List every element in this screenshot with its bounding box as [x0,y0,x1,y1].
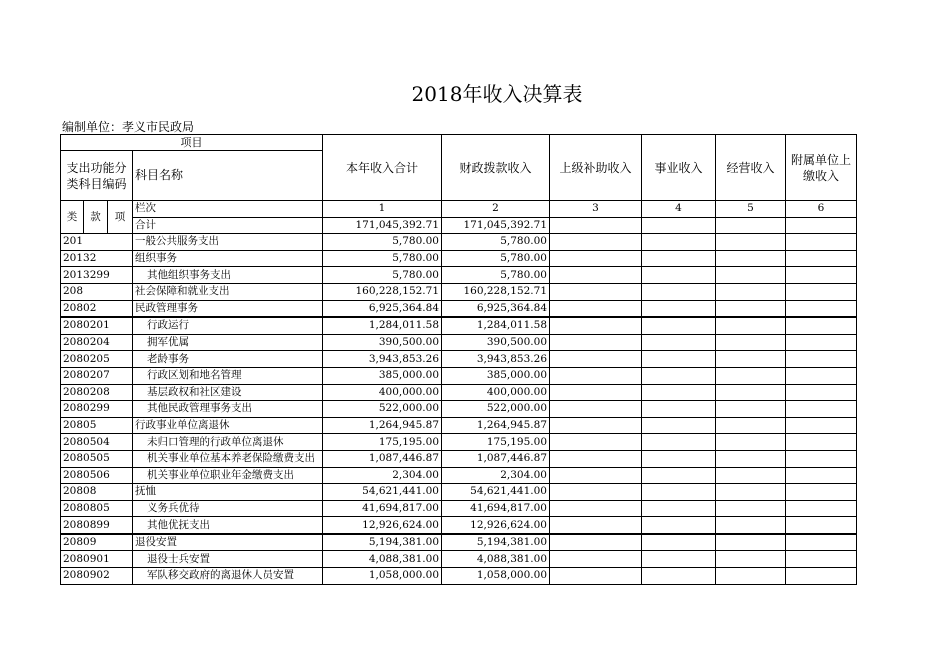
empty-cell [550,267,642,284]
empty-cell [716,317,786,334]
empty-cell [642,517,716,534]
col-num-3: 3 [550,201,642,218]
row-value-1: 385,000.00 [323,367,442,384]
row-code: 2080902 [61,568,133,585]
empty-cell [642,250,716,267]
row-value-1: 5,780.00 [323,250,442,267]
row-value-1: 5,780.00 [323,234,442,251]
table-row [61,334,857,351]
row-name: 行政区划和地名管理 [133,367,323,384]
code-header: 支出功能分类科目编码 [61,151,133,201]
empty-cell [550,384,642,401]
row-value-1: 1,058,000.00 [323,568,442,585]
row-code: 2080299 [61,401,133,418]
table-row [61,317,857,334]
empty-cell [642,568,716,585]
row-name: 行政运行 [133,317,323,334]
row-name: 社会保障和就业支出 [133,283,323,300]
empty-cell [786,317,857,334]
table-row [61,484,857,501]
row-value-1: 2,304.00 [323,467,442,484]
empty-cell [716,500,786,517]
empty-cell [716,434,786,451]
col-num-2: 2 [442,201,550,218]
table-row [61,434,857,451]
item-header: 项目 [61,135,323,151]
row-value-2: 6,925,364.84 [442,300,550,317]
col-num-6: 6 [786,201,857,218]
empty-cell [786,283,857,300]
row-code: 2080505 [61,450,133,467]
row-value-2: 5,780.00 [442,250,550,267]
row-value-1: 54,621,441.00 [323,484,442,501]
empty-cell [786,450,857,467]
row-value-1: 522,000.00 [323,401,442,418]
table-row [61,351,857,368]
empty-cell [642,384,716,401]
empty-cell [786,534,857,551]
empty-cell [642,300,716,317]
empty-cell [786,434,857,451]
empty-cell [642,234,716,251]
table-row [61,250,857,267]
row-value-2: 12,926,624.00 [442,517,550,534]
empty-cell [642,267,716,284]
empty-cell [716,283,786,300]
row-value-1: 1,087,446.87 [323,450,442,467]
row-code: 2080899 [61,517,133,534]
empty-cell [786,568,857,585]
col-header-2: 财政拨款收入 [442,135,550,201]
empty-cell [642,367,716,384]
empty-cell [786,367,857,384]
empty-cell [642,551,716,568]
table-row [61,367,857,384]
row-name: 退役士兵安置 [133,551,323,568]
row-value-2: 5,194,381.00 [442,534,550,551]
row-name: 机关事业单位职业年金缴费支出 [133,467,323,484]
empty-cell [550,534,642,551]
table-row [61,300,857,317]
empty-cell [550,250,642,267]
col-num-1: 1 [323,201,442,218]
row-value-2: 385,000.00 [442,367,550,384]
kuan-header: 款 [84,201,108,234]
empty-cell [786,217,857,234]
row-value-2: 5,780.00 [442,267,550,284]
empty-cell [642,484,716,501]
empty-cell [642,317,716,334]
row-value-1: 1,264,945.87 [323,417,442,434]
empty-cell [642,283,716,300]
row-code: 20805 [61,417,133,434]
row-code: 2080208 [61,384,133,401]
row-name: 其他优抚支出 [133,517,323,534]
empty-cell [786,250,857,267]
row-value-1: 160,228,152.71 [323,283,442,300]
empty-cell [642,450,716,467]
empty-cell [550,317,642,334]
empty-cell [786,234,857,251]
empty-cell [716,551,786,568]
col-header-1: 本年收入合计 [323,135,442,201]
row-value-1: 12,926,624.00 [323,517,442,534]
col-header-6: 附属单位上缴收入 [786,135,857,201]
row-name: 其他民政管理事务支出 [133,401,323,418]
col-header-5: 经营收入 [716,135,786,201]
empty-cell [550,500,642,517]
empty-cell [550,401,642,418]
table-row [61,517,857,534]
row-value-2: 522,000.00 [442,401,550,418]
table-row [61,417,857,434]
col-num-4: 4 [642,201,716,218]
empty-cell [716,217,786,234]
empty-cell [716,300,786,317]
empty-cell [550,417,642,434]
empty-cell [786,417,857,434]
reporting-unit: 编制单位：孝义市民政局 [62,120,195,134]
row-code: 2080207 [61,367,133,384]
empty-cell [716,334,786,351]
row-name: 行政事业单位离退休 [133,417,323,434]
empty-cell [716,384,786,401]
empty-cell [786,300,857,317]
empty-cell [786,384,857,401]
empty-cell [642,500,716,517]
empty-cell [716,351,786,368]
row-value-1: 6,925,364.84 [323,300,442,317]
row-value-1: 5,780.00 [323,267,442,284]
row-name: 基层政权和社区建设 [133,384,323,401]
empty-cell [550,367,642,384]
empty-cell [550,334,642,351]
empty-cell [642,334,716,351]
header-row-1 [61,135,857,151]
lanci-row [61,201,857,218]
page-title: 2018年收入决算表 [411,82,583,106]
empty-cell [716,484,786,501]
empty-cell [550,217,642,234]
table-row [61,551,857,568]
row-value-1: 41,694,817.00 [323,500,442,517]
row-code: 208 [61,283,133,300]
row-name: 抚恤 [133,484,323,501]
row-value-2: 1,284,011.58 [442,317,550,334]
empty-cell [786,334,857,351]
empty-cell [550,450,642,467]
empty-cell [716,267,786,284]
row-code: 20808 [61,484,133,501]
row-value-1: 175,195.00 [323,434,442,451]
row-name: 退役安置 [133,534,323,551]
row-code: 2080901 [61,551,133,568]
empty-cell [786,267,857,284]
empty-cell [716,467,786,484]
row-code: 2080201 [61,317,133,334]
total-row [61,217,857,234]
row-code: 20809 [61,534,133,551]
row-value-2: 160,228,152.71 [442,283,550,300]
row-value-2: 2,304.00 [442,467,550,484]
empty-cell [550,283,642,300]
empty-cell [786,401,857,418]
empty-cell [550,300,642,317]
row-value-2: 400,000.00 [442,384,550,401]
empty-cell [716,517,786,534]
empty-cell [642,401,716,418]
row-name: 民政管理事务 [133,300,323,317]
empty-cell [550,484,642,501]
name-header: 科目名称 [133,151,323,201]
row-name: 拥军优属 [133,334,323,351]
row-code: 20132 [61,250,133,267]
table-row [61,384,857,401]
row-name: 老龄事务 [133,351,323,368]
table-row [61,450,857,467]
empty-cell [786,351,857,368]
row-name: 其他组织事务支出 [133,267,323,284]
row-value-2: 175,195.00 [442,434,550,451]
lanci-label: 栏次 [133,201,323,218]
empty-cell [550,234,642,251]
total-value-2: 171,045,392.71 [442,217,550,234]
table-row [61,467,857,484]
empty-cell [786,500,857,517]
row-name: 义务兵优待 [133,500,323,517]
row-value-1: 1,284,011.58 [323,317,442,334]
empty-cell [786,517,857,534]
row-name: 组织事务 [133,250,323,267]
table-row [61,283,857,300]
row-code: 201 [61,234,133,251]
row-value-2: 3,943,853.26 [442,351,550,368]
empty-cell [716,534,786,551]
empty-cell [642,217,716,234]
row-value-2: 41,694,817.00 [442,500,550,517]
row-code: 2080504 [61,434,133,451]
row-value-2: 54,621,441.00 [442,484,550,501]
col-header-4: 事业收入 [642,135,716,201]
empty-cell [642,467,716,484]
empty-cell [642,351,716,368]
total-label: 合计 [133,217,323,234]
income-table [60,134,857,585]
total-value-1: 171,045,392.71 [323,217,442,234]
empty-cell [550,351,642,368]
table-row [61,267,857,284]
table-row [61,401,857,418]
row-name: 未归口管理的行政单位离退休 [133,434,323,451]
table-row [61,568,857,585]
empty-cell [550,467,642,484]
col-header-3: 上级补助收入 [550,135,642,201]
empty-cell [786,551,857,568]
row-value-1: 400,000.00 [323,384,442,401]
empty-cell [550,551,642,568]
row-value-2: 4,088,381.00 [442,551,550,568]
empty-cell [550,517,642,534]
table-row [61,234,857,251]
row-value-2: 1,087,446.87 [442,450,550,467]
row-name: 机关事业单位基本养老保险缴费支出 [133,450,323,467]
empty-cell [786,467,857,484]
empty-cell [550,568,642,585]
empty-cell [786,484,857,501]
row-code: 2080205 [61,351,133,368]
row-value-2: 390,500.00 [442,334,550,351]
row-name: 一般公共服务支出 [133,234,323,251]
col-num-5: 5 [716,201,786,218]
row-code: 20802 [61,300,133,317]
row-value-1: 5,194,381.00 [323,534,442,551]
empty-cell [550,434,642,451]
row-value-1: 390,500.00 [323,334,442,351]
row-value-2: 5,780.00 [442,234,550,251]
empty-cell [716,250,786,267]
table-row [61,500,857,517]
empty-cell [716,417,786,434]
empty-cell [642,434,716,451]
empty-cell [642,417,716,434]
table-row [61,534,857,551]
row-value-1: 3,943,853.26 [323,351,442,368]
lei-header: 类 [61,201,84,234]
empty-cell [716,450,786,467]
row-name: 军队移交政府的离退休人员安置 [133,568,323,585]
empty-cell [642,534,716,551]
xiang-header: 项 [108,201,133,234]
row-value-2: 1,058,000.00 [442,568,550,585]
row-value-1: 4,088,381.00 [323,551,442,568]
row-code: 2080805 [61,500,133,517]
empty-cell [716,234,786,251]
row-code: 2080204 [61,334,133,351]
row-value-2: 1,264,945.87 [442,417,550,434]
empty-cell [716,568,786,585]
row-code: 2080506 [61,467,133,484]
empty-cell [716,367,786,384]
empty-cell [716,401,786,418]
row-code: 2013299 [61,267,133,284]
